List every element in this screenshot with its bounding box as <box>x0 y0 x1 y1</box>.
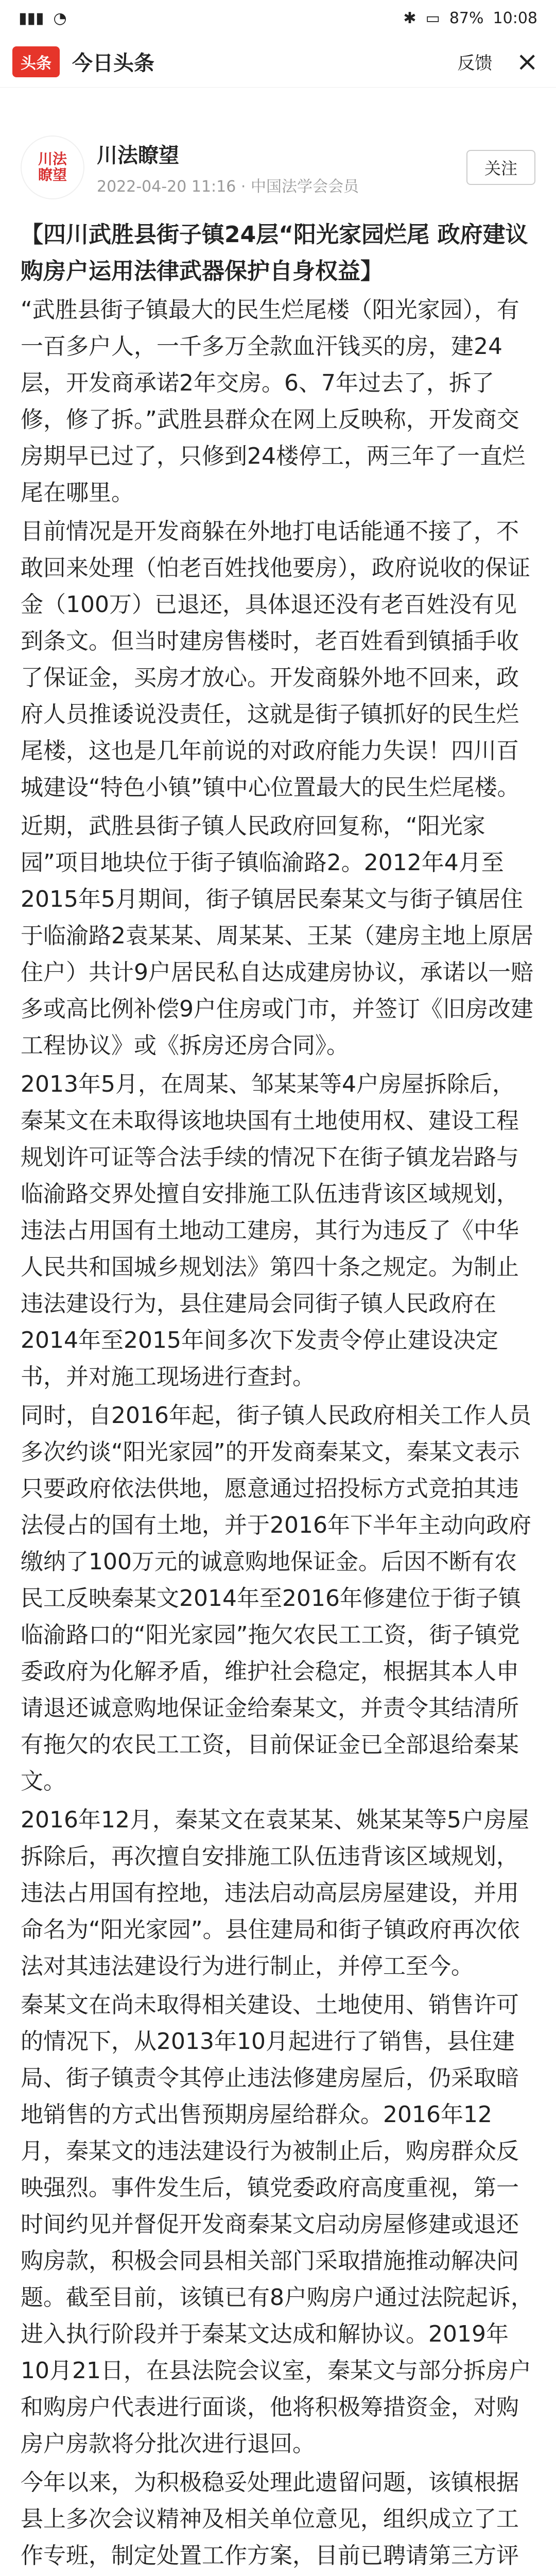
app-bar <box>0 36 556 88</box>
article-body <box>21 216 535 2576</box>
app-logo: 头条 <box>12 46 60 77</box>
author-name[interactable]: 川法瞭望 <box>97 143 179 167</box>
status-left <box>19 9 67 27</box>
author-header <box>0 129 556 206</box>
article-paragraph: 同时，自2016年起，街子镇人民政府相关工作人员多次约谈“阳光家园”的开发商秦某文，秦某文表示只要政府依法供地，愿意通过招投标方式竞拍其违法侵占的国有土地，并于2016年下半年主动向政府缴纳了100万元的诚意购地保证金。后因不断有农民工反映秦某文2014年至2016年修建位于街子镇临渝路口的“阳光家园”拖欠农民工工资，街子镇党委政府为化解矛盾，维护社会稳定，根据其本人申请退还诚意购地保证金给秦某文，并责令其结清所有拖欠的农民工工资，目前保证金已全部退给秦某文。 <box>21 1402 531 1794</box>
signal-icon: ▮▮▮ <box>19 9 44 27</box>
battery-icon: ▭ <box>425 9 440 27</box>
follow-button[interactable]: 关注 <box>466 150 535 185</box>
article-paragraph: 近期，武胜县街子镇人民政府回复称，“阳光家园”项目地块位于街子镇临渝路2。2012年4月至2015年5月期间，街子镇居民秦某文与街子镇居住于临渝路2袁某某、周某某、王某（建房主地上原居住户）共计9户居民私自达成建房协议，承诺以一赔多或高比例补偿9户住房或门市，并签订《旧房改建工程协议》或《拆房还房合同》。 <box>21 813 533 1059</box>
article-paragraph: 2013年5月，在周某、邹某某等4户房屋拆除后，秦某文在未取得该地块国有土地使用权、建设工程规划许可证等合法手续的情况下在街子镇龙岩路与临渝路交界处擅自安排施工队伍违背该区域规划，违法占用国有土地动工建房，其行为违反了《中华人民共和国城乡规划法》第四十条之规定。为制止违法建设行为，县住建局会同街子镇人民政府在2014年至2015年间多次下发责令停止建设决定书，并对施工现场进行查封。 <box>21 1071 519 1390</box>
status-bar <box>0 0 556 36</box>
article-paragraph: 目前情况是开发商躲在外地打电话能通不接了，不敢回来处理（怕老百姓找他要房），政府说收的保证金（100万）已退还，具体退还没有老百姓没有见到条文。但当时建房售楼时，老百姓看到镇插手收了保证金，买房才放心。开发商躲外地不回来，政府人员推诿说没责任，这就是街子镇抓好的民生烂尾楼，这也是几年前说的对政府能力失误！四川百城建设“特色小镇”镇中心位置最大的民生烂尾楼。 <box>21 518 530 801</box>
bluetooth-icon: ✱ <box>403 9 416 27</box>
wifi-icon: ◔ <box>53 9 67 27</box>
article-paragraph: 今年以来，为积极稳妥处理此遗留问题，该镇根据县上多次会议精神及相关单位意见，组织成立了工作专班，制定处置工作方案，目前已聘请第三方评 <box>21 2469 519 2569</box>
close-icon[interactable]: × <box>516 46 538 77</box>
article-paragraph: 秦某文在尚未取得相关建设、土地使用、销售许可的情况下，从2013年10月起进行了销售，县住建局、街子镇责令其停止违法修建房屋后，仍采取暗地销售的方式出售预期房屋给群众。2016年12月，秦某文的违法建设行为被制止后，购房群众反映强烈。事件发生后，镇党委政府高度重视，第一时间约见并督促开发商秦某文启动房屋修建或退还购房款，积极会同县相关部门采取措施推动解决问题。截至目前，该镇已有8户购房户通过法院起诉，进入执行阶段并于秦某文达成和解协议。2019年10月21日，在县法院会议室，秦某文与部分拆房户和购房户代表进行面谈，他将积极筹措资金，对购房户房款将分批次进行退回。 <box>21 1992 533 2457</box>
status-right <box>403 9 537 27</box>
author-info <box>97 139 359 196</box>
article-paragraph: “武胜县街子镇最大的民生烂尾楼（阳光家园），有一百多户人，一千多万全款血汗钱买的房，建24层，开发商承诺2年交房。6、7年过去了，拆了修，修了拆。”武胜县群众在网上反映称，开发商交房期早已过了，只修到24楼停工，两三年了一直烂尾在哪里。 <box>21 297 525 506</box>
avatar-text: 川法 瞭望 <box>38 150 67 183</box>
author-meta: 2022-04-20 11:16 · 中国法学会会员 <box>97 177 359 196</box>
author-avatar[interactable] <box>21 135 84 199</box>
clock: 10:08 <box>493 9 537 27</box>
app-title: 今日头条 <box>72 52 154 75</box>
feedback-button[interactable]: 反馈 <box>457 53 493 74</box>
battery-level: 87% <box>449 9 484 27</box>
article-title: 【四川武胜县街子镇24层“阳光家园烂尾 政府建议购房户运用法律武器保护自身权益】 <box>21 222 528 284</box>
article-paragraph: 2016年12月，秦某文在袁某某、姚某某等5户房屋拆除后，再次擅自安排施工队伍违背该区域规划，违法占用国有控地，违法启动高层房屋建设，并用命名为“阳光家园”。县住建局和街子镇政府再次依法对其违法建设行为进行制止，并停工至今。 <box>21 1807 529 1979</box>
